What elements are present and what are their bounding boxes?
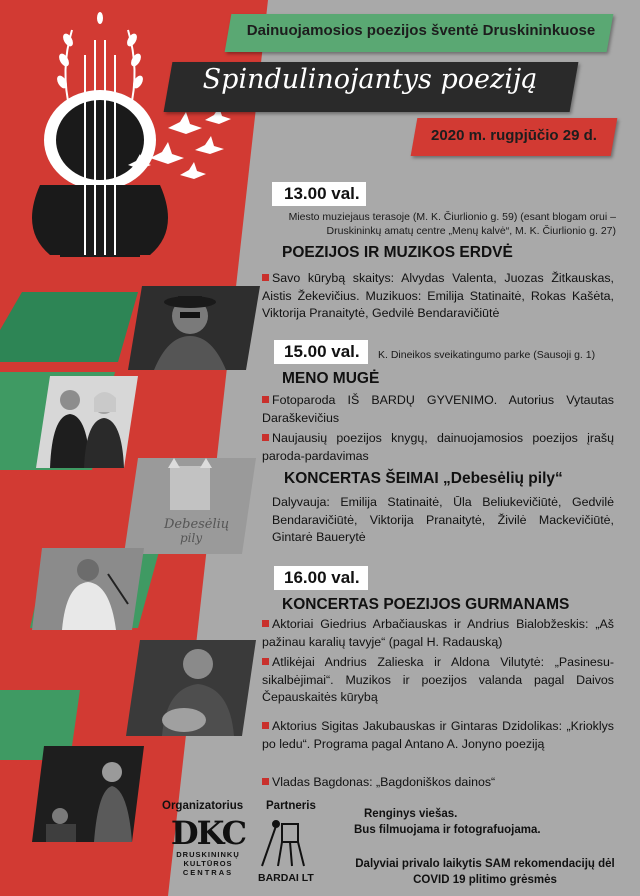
time-1500: 15.00 val. bbox=[284, 342, 360, 361]
bullet-icon bbox=[262, 778, 269, 785]
castle-book-lettering-2: pily bbox=[180, 531, 203, 545]
photo-guitar-player bbox=[126, 640, 256, 736]
bullet-icon bbox=[262, 434, 269, 441]
notice-filmed: Bus filmuojama ir fotografuojama. bbox=[354, 824, 541, 836]
venue-1500: K. Dineikos sveikatingumo parke (Sausoji g. 1) bbox=[378, 349, 596, 361]
dkc-logo-line-3: CENTRAS bbox=[182, 868, 234, 877]
dkc-logo-letters: DKC bbox=[170, 814, 246, 852]
bullet-icon bbox=[262, 620, 269, 627]
organizer-label: Organizatorius bbox=[162, 800, 244, 812]
partner-label: Partneris bbox=[266, 800, 316, 812]
bullet-text: Aktorius Sigitas Jakubauskas ir Gintaras Dzidolikas: „Krioklys po ledu“. Programa pagal Antano A. Jonyno poeziją bbox=[262, 719, 614, 751]
bullet-text: Aktoriai Giedrius Arbačiauskas ir Andrius Bialobžeskis: „Aš pažinau karalių tavyje“ (pagal H. Radauską) bbox=[262, 617, 614, 649]
venue-1300: Miesto muziejaus terasoje (M. K. Čiurlionio g. 59) (esant blogam orui – Druskininkų amatų centre „Menų kalvė“, M. K. Čiurlionio g. 27) bbox=[288, 211, 616, 237]
performers-1300 bbox=[262, 270, 614, 323]
gourmet-item-2 bbox=[262, 654, 614, 707]
bullet-text: Atlikėjai Andrius Zalieska ir Aldona Vilutytė: „Pasinesu-sikalbėjimai“. Muzikos ir poezijos valanda pagal Daivos Čepauskaitės kūrybą bbox=[262, 655, 614, 704]
photo-singer-mic bbox=[32, 548, 144, 630]
notice-free: Renginys viešas. bbox=[364, 808, 458, 820]
bullet-text: Savo kūrybą skaitys: Alvydas Valenta, Juozas Žitkauskas, Aistis Žekevičius. Muzikuos: Emilija Statinaitė, Rokas Kašėta, Viktorija Pranaitytė, Gedvilė Bendaravičiūtė bbox=[262, 271, 614, 320]
green-stripe-1 bbox=[0, 292, 138, 362]
title-family-concert: KONCERTAS ŠEIMAI „Debesėlių pily“ bbox=[284, 470, 563, 487]
bardai-logo-icon bbox=[254, 818, 314, 868]
photo-reader bbox=[32, 746, 144, 842]
bullet-icon bbox=[262, 722, 269, 729]
photo-poet-hat bbox=[128, 286, 260, 370]
bullet-text: Fotoparoda IŠ BARDŲ GYVENIMO. Autorius Vytautas Daraškevičius bbox=[262, 393, 614, 425]
guitar-illustration bbox=[0, 0, 260, 300]
festival-title: Dainuojamosios poezijos šventė Druskininkuose bbox=[246, 22, 596, 39]
notice-covid: Dalyviai privalo laikytis SAM rekomendacijų dėl COVID 19 plitimo grėsmės bbox=[355, 858, 615, 886]
bullet-text: Vladas Bagdonas: „Bagdoniškos dainos“ bbox=[272, 775, 496, 789]
dkc-logo-line-1: DRUSKININKŲ bbox=[176, 850, 240, 859]
photo-castle-book bbox=[124, 458, 256, 554]
castle-book-lettering: Debesėlių bbox=[164, 517, 230, 532]
gourmet-item-3 bbox=[262, 718, 614, 753]
time-1600: 16.00 val. bbox=[284, 568, 360, 587]
dkc-logo-line-2: KULTŪROS bbox=[183, 859, 233, 868]
dkc-logo bbox=[168, 816, 248, 877]
event-date: 2020 m. rugpjūčio 29 d. bbox=[431, 127, 597, 144]
gourmet-item-1 bbox=[262, 616, 614, 651]
bullet-text: Naujausių poezijos knygų, dainuojamosios poezijos įrašų paroda-pardavimas bbox=[262, 431, 614, 463]
family-concert-participants: Dalyvauja: Emilija Statinaitė, Ūla Beliukevičiūtė, Gedvilė Bendaravičiūtė, Viktorija Pranaitytė, Živilė Mackevičiūtė, Gintarė Bauerytė bbox=[272, 495, 614, 544]
bullet-icon bbox=[262, 274, 269, 281]
title-art-fair: MENO MUGĖ bbox=[282, 370, 380, 387]
title-gourmet-concert: KONCERTAS POEZIJOS GURMANAMS bbox=[282, 596, 570, 613]
partner-name: BARDAI LT bbox=[258, 872, 314, 884]
gourmet-item-4 bbox=[262, 774, 614, 792]
title-poetry-music: POEZIJOS IR MUZIKOS ERDVĖ bbox=[282, 244, 513, 261]
bullet-icon bbox=[262, 658, 269, 665]
bullet-icon bbox=[262, 396, 269, 403]
art-fair-item-1 bbox=[262, 392, 614, 427]
art-fair-item-2 bbox=[262, 430, 614, 465]
event-title: Spindulinojantys poeziją bbox=[202, 64, 538, 95]
time-1300: 13.00 val. bbox=[284, 184, 360, 203]
photo-duo bbox=[36, 376, 138, 468]
